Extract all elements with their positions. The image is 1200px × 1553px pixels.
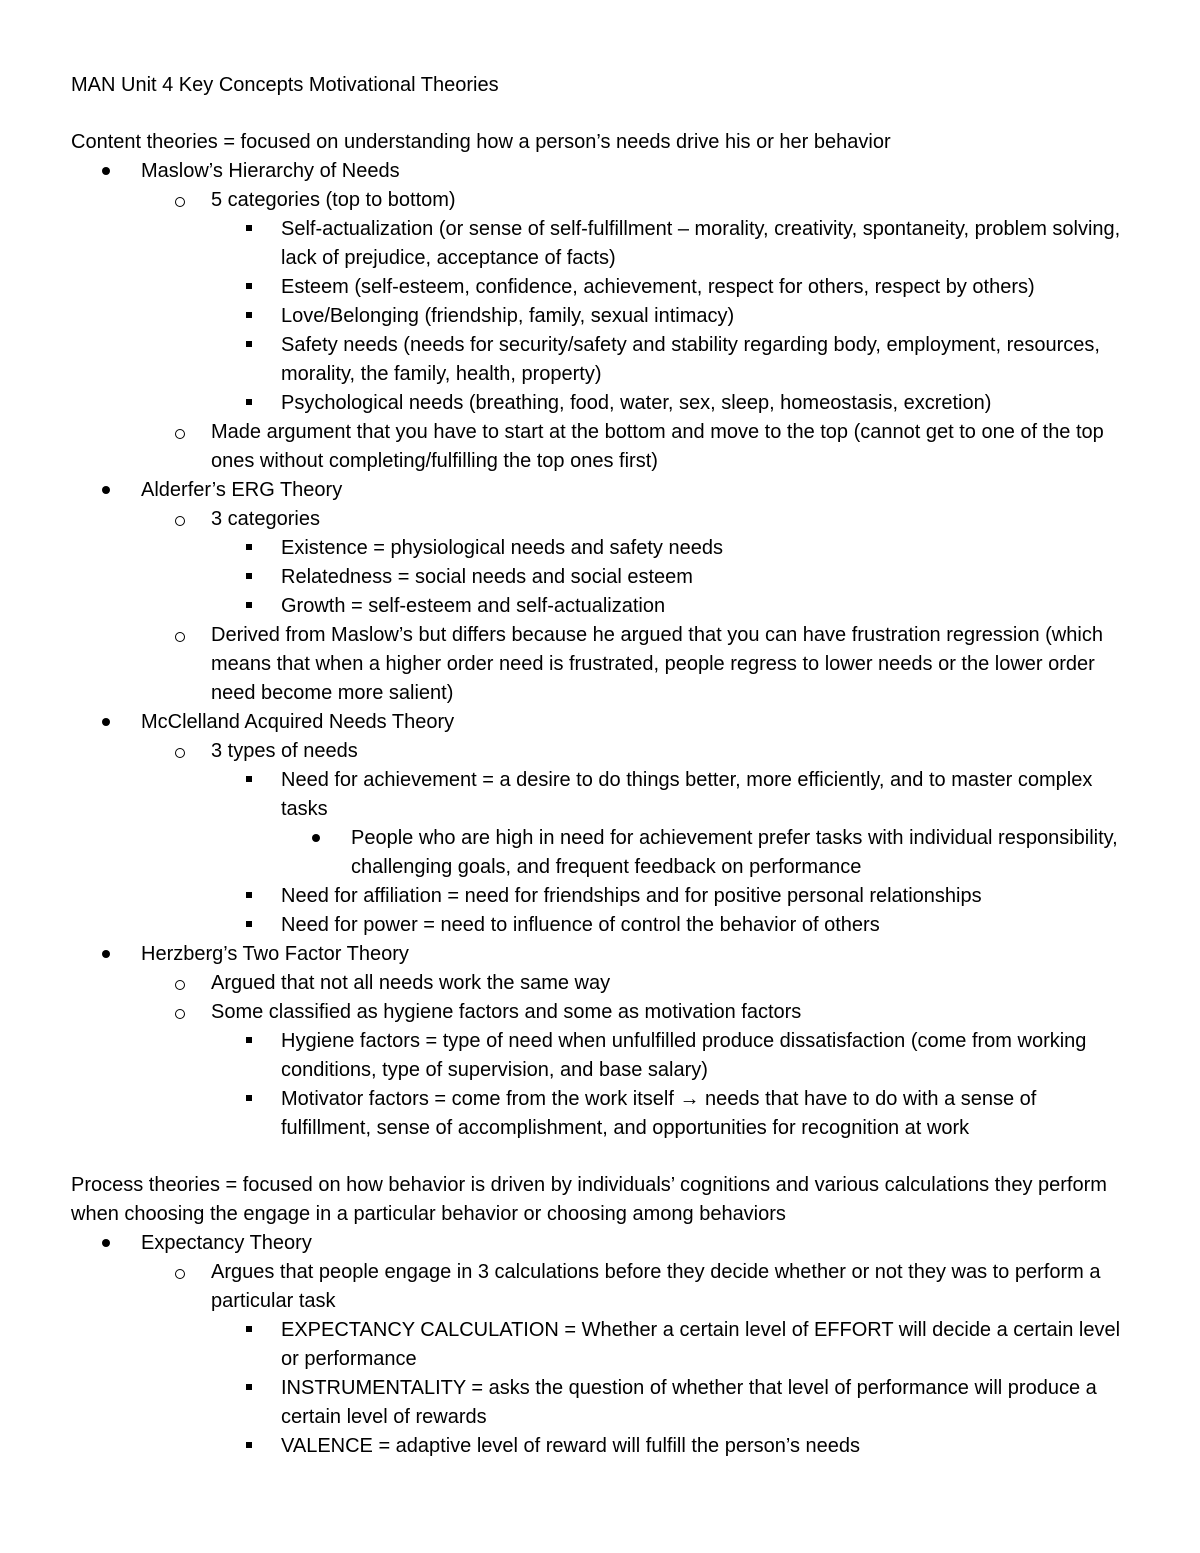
list-item-alderfer bbox=[71, 476, 1131, 708]
alderfer-item-text: Growth = self-esteem and self-actualization bbox=[281, 595, 666, 617]
mcclelland-types-label: 3 types of needs bbox=[211, 740, 358, 762]
list-item bbox=[211, 1432, 1131, 1461]
mcclelland-sublist bbox=[141, 737, 1131, 940]
maslow-argument: Made argument that you have to start at the bottom and move to the top (cannot get to one of the top ones without completing/fulfilling the top ones first) bbox=[211, 421, 1104, 472]
list-item bbox=[141, 969, 1131, 998]
maslow-categories-label: 5 categories (top to bottom) bbox=[211, 189, 456, 211]
herzberg-classified: Some classified as hygiene factors and some as motivation factors bbox=[211, 1001, 802, 1023]
content-theories-list bbox=[71, 157, 1131, 1143]
alderfer-sublist bbox=[141, 505, 1131, 708]
alderfer-item-text: Existence = physiological needs and safety needs bbox=[281, 537, 723, 559]
list-item bbox=[211, 592, 1131, 621]
list-item bbox=[141, 418, 1131, 476]
list-item bbox=[211, 331, 1131, 389]
alderfer-categories-list bbox=[211, 534, 1131, 621]
expectancy-item-text: EXPECTANCY CALCULATION = Whether a certain level of EFFORT will decide a certain level or performance bbox=[281, 1319, 1121, 1370]
list-item bbox=[211, 1316, 1131, 1374]
alderfer-item-text: Relatedness = social needs and social esteem bbox=[281, 566, 693, 588]
list-item bbox=[211, 882, 1131, 911]
maslow-sublist bbox=[141, 186, 1131, 476]
alderfer-categories-label: 3 categories bbox=[211, 508, 320, 530]
mcclelland-affiliation: Need for affiliation = need for friendships and for positive personal relationships bbox=[281, 885, 982, 907]
maslow-categories-list bbox=[211, 215, 1131, 418]
list-item bbox=[141, 186, 1131, 418]
alderfer-derived: Derived from Maslow’s but differs because he argued that you can have frustration regression (which means that when a higher order need is frustrated, people regress to lower needs or the lower order need become more salient) bbox=[211, 624, 1103, 704]
herzberg-factors-list bbox=[211, 1027, 1131, 1143]
maslow-item-text: Self-actualization (or sense of self-fulfillment – morality, creativity, spontaneity, problem solving, lack of prejudice, acceptance of facts) bbox=[281, 218, 1121, 269]
maslow-item-text: Esteem (self-esteem, confidence, achievement, respect for others, respect by others) bbox=[281, 276, 1035, 298]
herzberg-hygiene: Hygiene factors = type of need when unfulfilled produce dissatisfaction (come from working conditions, type of supervision, and base salary) bbox=[281, 1030, 1087, 1081]
alderfer-label: Alderfer’s ERG Theory bbox=[141, 479, 343, 501]
section-spacer bbox=[71, 1143, 1131, 1171]
expectancy-sublist bbox=[141, 1258, 1131, 1461]
expectancy-item-text: INSTRUMENTALITY = asks the question of whether that level of performance will produce a certain level of rewards bbox=[281, 1377, 1097, 1428]
mcclelland-types-list bbox=[211, 766, 1131, 940]
expectancy-argues: Argues that people engage in 3 calculations before they decide whether or not they was to perform a particular task bbox=[211, 1261, 1101, 1312]
achievement-sub-text: People who are high in need for achievement prefer tasks with individual responsibility, challenging goals, and frequent feedback on performance bbox=[351, 827, 1118, 878]
list-item-mcclelland bbox=[71, 708, 1131, 940]
expectancy-label: Expectancy Theory bbox=[141, 1232, 312, 1254]
maslow-item-text: Psychological needs (breathing, food, water, sex, sleep, homeostasis, excretion) bbox=[281, 392, 992, 414]
maslow-label: Maslow’s Hierarchy of Needs bbox=[141, 160, 400, 182]
herzberg-sublist bbox=[141, 969, 1131, 1143]
list-item-expectancy bbox=[71, 1229, 1131, 1461]
list-item bbox=[211, 534, 1131, 563]
list-item bbox=[141, 737, 1131, 940]
herzberg-motivator: Motivator factors = come from the work itself → needs that have to do with a sense of fulfillment, sense of accomplishment, and opportunities for recognition at work bbox=[281, 1088, 1037, 1139]
list-item-maslow bbox=[71, 157, 1131, 476]
content-theories-intro: Content theories = focused on understanding how a person’s needs drive his or her behavior bbox=[71, 131, 891, 153]
list-item bbox=[211, 911, 1131, 940]
list-item bbox=[141, 505, 1131, 621]
mcclelland-label: McClelland Acquired Needs Theory bbox=[141, 711, 455, 733]
list-item bbox=[281, 824, 1131, 882]
list-item bbox=[211, 1085, 1131, 1143]
list-item bbox=[211, 273, 1131, 302]
page-title: MAN Unit 4 Key Concepts Motivational Theories bbox=[71, 74, 499, 96]
list-item bbox=[211, 302, 1131, 331]
mcclelland-power: Need for power = need to influence of control the behavior of others bbox=[281, 914, 880, 936]
list-item bbox=[141, 621, 1131, 708]
list-item bbox=[141, 1258, 1131, 1461]
list-item bbox=[211, 1027, 1131, 1085]
maslow-item-text: Love/Belonging (friendship, family, sexual intimacy) bbox=[281, 305, 735, 327]
herzberg-label: Herzberg’s Two Factor Theory bbox=[141, 943, 409, 965]
mcclelland-achievement: Need for achievement = a desire to do things better, more efficiently, and to master complex tasks bbox=[281, 769, 1093, 820]
process-theories-list bbox=[71, 1229, 1131, 1461]
herzberg-argued: Argued that not all needs work the same way bbox=[211, 972, 611, 994]
list-item bbox=[141, 998, 1131, 1143]
list-item bbox=[211, 389, 1131, 418]
expectancy-item-text: VALENCE = adaptive level of reward will fulfill the person’s needs bbox=[281, 1435, 861, 1457]
list-item bbox=[211, 563, 1131, 592]
list-item bbox=[211, 766, 1131, 882]
document-body bbox=[71, 71, 1131, 1461]
achievement-sublist bbox=[281, 824, 1131, 882]
maslow-item-text: Safety needs (needs for security/safety and stability regarding body, employment, resources, morality, the family, health, property) bbox=[281, 334, 1100, 385]
list-item-herzberg bbox=[71, 940, 1131, 1143]
expectancy-calculations-list bbox=[211, 1316, 1131, 1461]
list-item bbox=[211, 215, 1131, 273]
list-item bbox=[211, 1374, 1131, 1432]
process-theories-intro: Process theories = focused on how behavior is driven by individuals’ cognitions and various calculations they perform when choosing the engage in a particular behavior or choosing among behaviors bbox=[71, 1174, 1107, 1225]
